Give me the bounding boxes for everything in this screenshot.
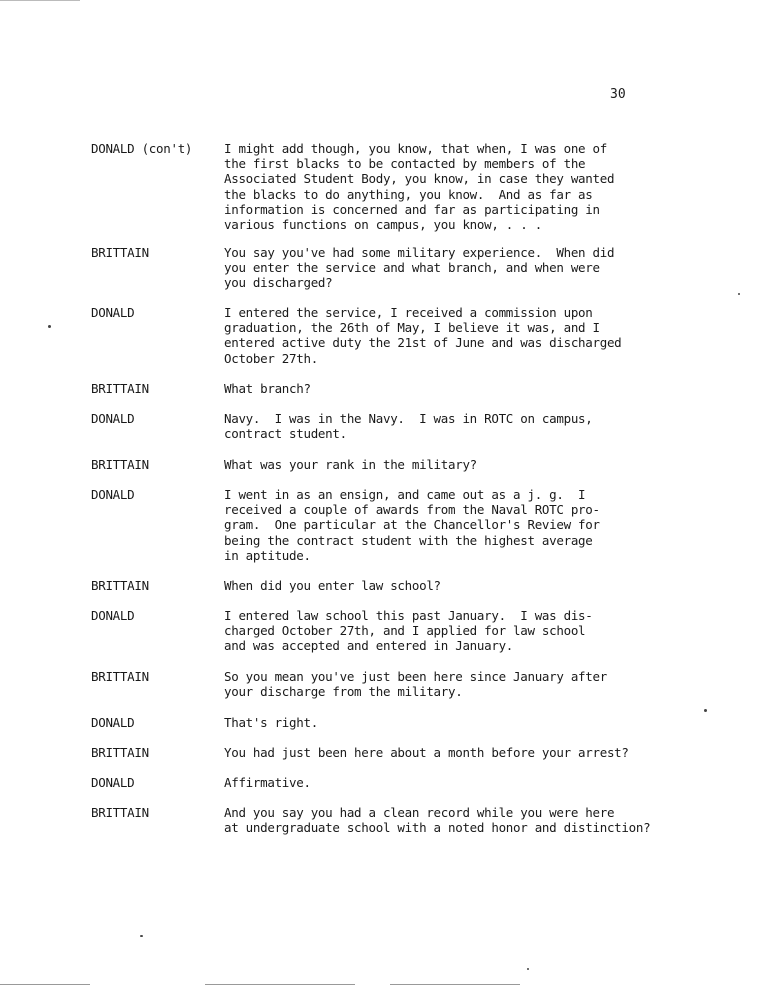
scan-edge-line: [205, 984, 355, 985]
speaker-name: DONALD: [91, 411, 135, 426]
scan-edge-line: [0, 0, 80, 1]
speech-line: Affirmative.: [224, 775, 311, 790]
speech-line: October 27th.: [224, 350, 318, 366]
speech-line: So you mean you've just been here since January after: [224, 669, 607, 684]
speech-text: [224, 745, 749, 760]
speech-line: When did you enter law school?: [224, 578, 441, 593]
speech-line: I might add though, you know, that when, I was one of: [224, 141, 607, 156]
speech-line: contract student.: [224, 426, 347, 442]
speech-line: received a couple of awards from the Naval ROTC pro-: [224, 502, 600, 518]
scan-speck: [704, 709, 707, 712]
speech-line: and was accepted and entered in January.: [224, 638, 514, 654]
scan-speck: [140, 935, 143, 937]
speaker-name: BRITTAIN: [91, 805, 149, 820]
speech-line: information is concerned and far as participating in: [224, 201, 600, 217]
speech-text: [224, 141, 749, 232]
speaker-name: BRITTAIN: [91, 669, 149, 684]
scan-edge-line: [0, 984, 90, 985]
speech-line: That's right.: [224, 715, 318, 730]
page-number: 30: [610, 87, 626, 102]
speech-text: [224, 715, 749, 730]
speech-text: [224, 245, 749, 291]
speaker-name: BRITTAIN: [91, 245, 149, 260]
speaker-name: BRITTAIN: [91, 381, 149, 396]
speaker-name: BRITTAIN: [91, 457, 149, 472]
speech-text: [224, 305, 749, 366]
speech-text: [224, 608, 749, 654]
speech-line: And you say you had a clean record while you were here: [224, 805, 615, 820]
speech-line: What branch?: [224, 381, 311, 396]
speech-text: [224, 381, 749, 396]
speech-line: at undergraduate school with a noted honor and distinction?: [224, 820, 651, 836]
speaker-name: BRITTAIN: [91, 578, 149, 593]
speech-line: entered active duty the 21st of June and was discharged: [224, 335, 622, 351]
speech-text: [224, 487, 749, 563]
speech-line: being the contract student with the highest average: [224, 532, 593, 548]
scan-edge-line: [390, 984, 520, 985]
scan-speck: [738, 293, 740, 295]
speech-text: [224, 411, 749, 441]
speech-text: [224, 457, 749, 472]
speech-line: your discharge from the military.: [224, 684, 463, 700]
speech-line: you enter the service and what branch, and when were: [224, 260, 600, 276]
speaker-name: DONALD: [91, 487, 135, 502]
speech-line: various functions on campus, you know, . . .: [224, 217, 542, 233]
speech-line: I entered the service, I received a commission upon: [224, 305, 593, 320]
speaker-name: DONALD: [91, 608, 135, 623]
scan-speck: [48, 325, 51, 328]
speech-line: You say you've had some military experience. When did: [224, 245, 615, 260]
speech-line: gram. One particular at the Chancellor's Review for: [224, 517, 600, 533]
speech-line: Associated Student Body, you know, in case they wanted: [224, 171, 615, 187]
speaker-name: DONALD (con't): [91, 141, 193, 156]
speech-line: What was your rank in the military?: [224, 457, 477, 472]
speaker-name: BRITTAIN: [91, 745, 149, 760]
speech-line: I entered law school this past January. I was dis-: [224, 608, 593, 623]
speech-line: in aptitude.: [224, 547, 311, 563]
speech-line: You had just been here about a month before your arrest?: [224, 745, 629, 760]
speech-text: [224, 805, 749, 835]
speech-line: the blacks to do anything, you know. And as far as: [224, 186, 593, 202]
speaker-name: DONALD: [91, 775, 135, 790]
speech-line: the first blacks to be contacted by members of the: [224, 156, 586, 172]
speech-text: [224, 669, 749, 699]
speech-text: [224, 775, 749, 790]
speech-line: Navy. I was in the Navy. I was in ROTC on campus,: [224, 411, 593, 426]
speech-line: you discharged?: [224, 275, 333, 291]
scan-speck: [527, 968, 529, 970]
speech-line: graduation, the 26th of May, I believe it was, and I: [224, 320, 600, 336]
speech-text: [224, 578, 749, 593]
speaker-name: DONALD: [91, 715, 135, 730]
speaker-name: DONALD: [91, 305, 135, 320]
speech-line: I went in as an ensign, and came out as a j. g. I: [224, 487, 586, 502]
speech-line: charged October 27th, and I applied for law school: [224, 623, 586, 639]
